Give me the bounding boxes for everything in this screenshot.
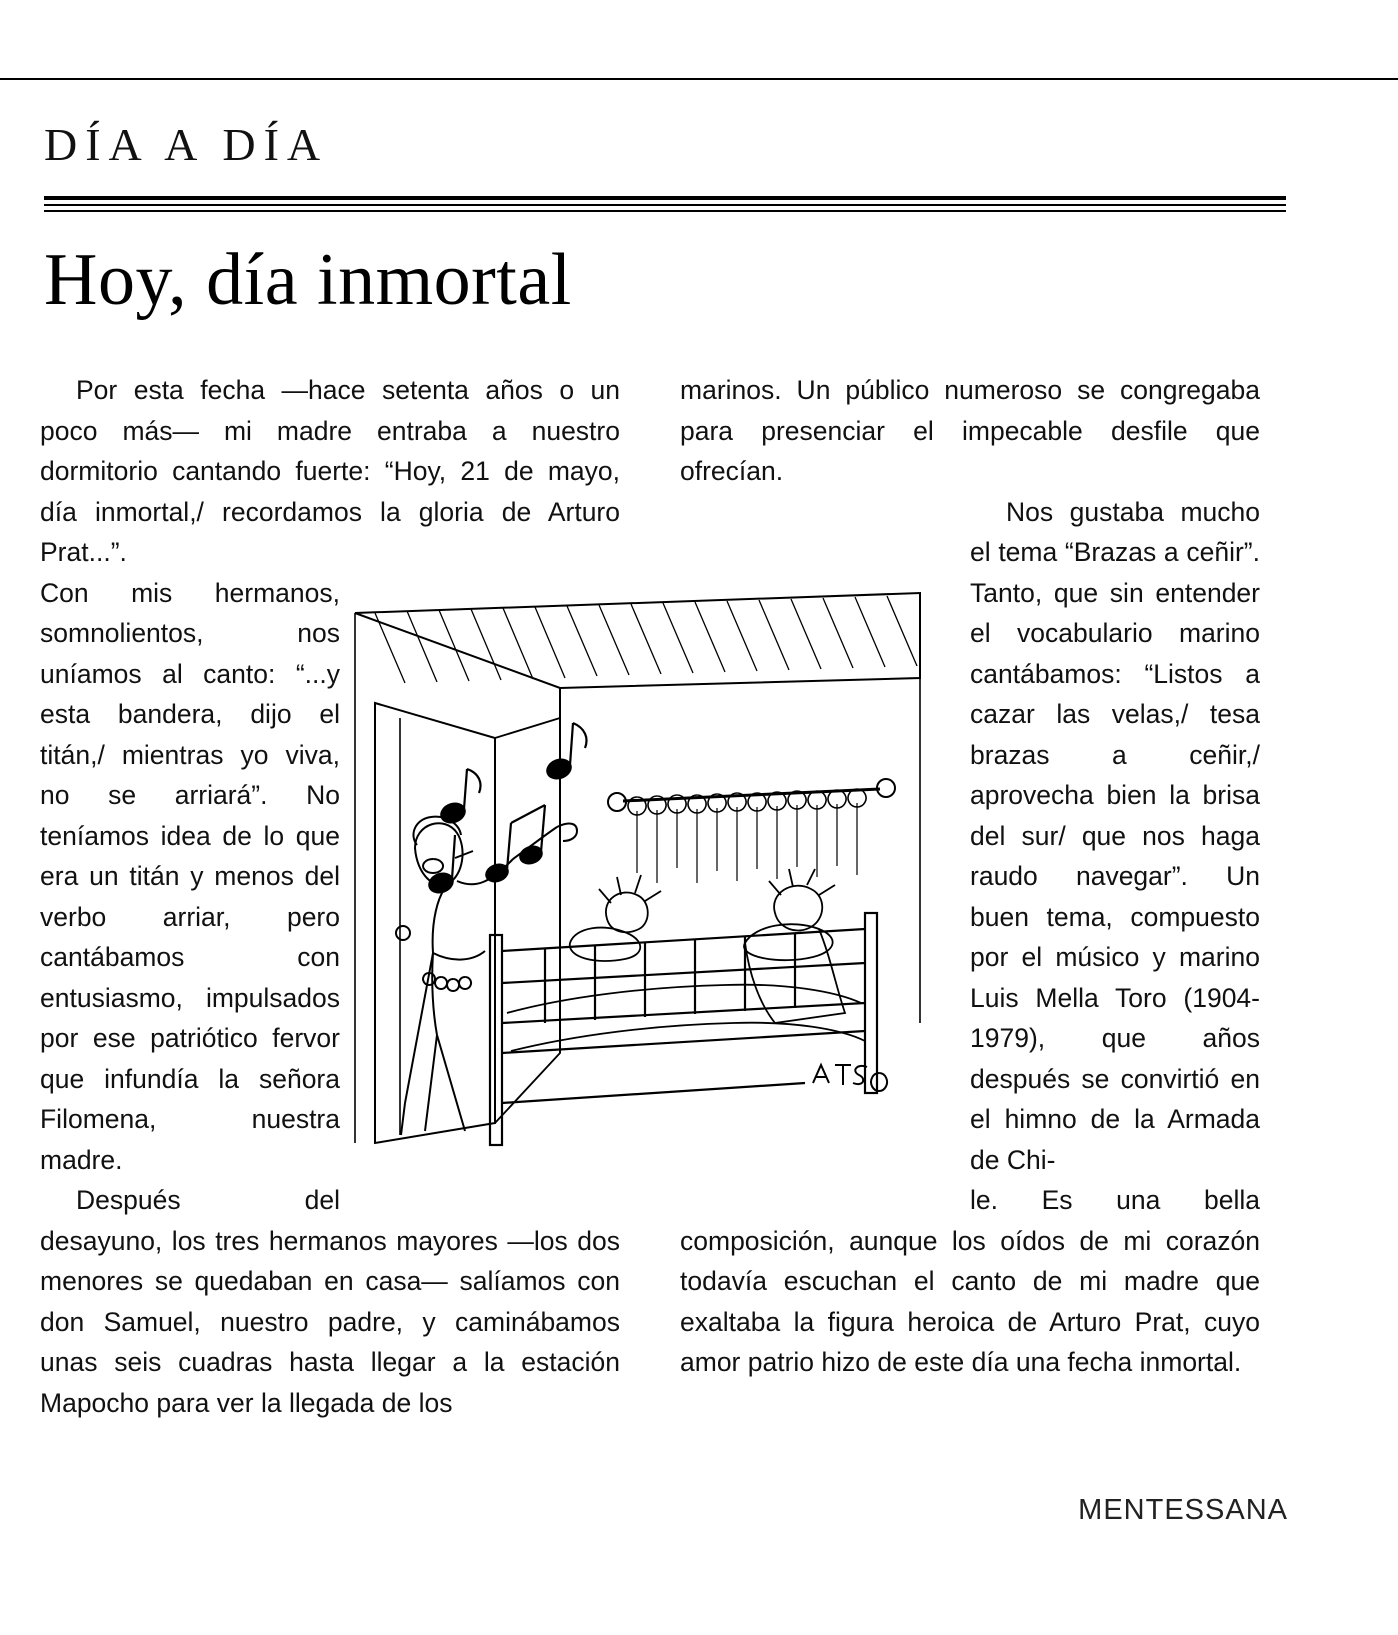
bedroom-cartoon-illustration xyxy=(345,583,935,1163)
section-kicker: DÍA A DÍA xyxy=(44,119,329,170)
author-signature: MENTESSANA xyxy=(1078,1494,1288,1526)
rule-thin xyxy=(44,210,1286,212)
paragraph: Con mis hermanos, somnolientos, nos uníamos al canto: “...y esta bandera, dijo el titán,/ mientras yo viva, no se arriará”. No teníamos idea de lo que era un titán y menos del verbo arriar, pero cantábamos con entusiasmo, impulsados por ese patriótico fervor que infundía la señora Filomena, nuestra madre. xyxy=(40,577,340,1175)
paragraph: le. Es una bella composición, aunque los oídos de mi corazón todavía escuchan el canto de mi madre que exaltaba la figura heroica de Arturo Prat, cuyo amor patrio hizo de este día una fecha inmortal. xyxy=(680,1185,1260,1377)
page-title: Hoy, día inmortal xyxy=(44,239,572,321)
paragraph: Por esta fecha —hace setenta años o un poco más— mi madre entraba a nuestro dormitorio cantando fuerte: “Hoy, 21 de mayo, día inmortal,/ recordamos la gloria de Arturo Prat...”. xyxy=(40,375,620,567)
kicker-rule-group xyxy=(44,196,1286,212)
paragraph: Después del desayuno, los tres hermanos mayores —los dos menores se quedaban en casa— salíamos con don Samuel, nuestro padre, y caminábamos unas seis cuadras hasta llegar a la estación Mapocho para ver la llegada de los xyxy=(40,1185,620,1418)
paragraph: marinos. Un público numeroso se congregaba para presenciar el impecable desfile que ofrecían. xyxy=(680,375,1260,486)
paragraph: Nos gustaba mucho el tema “Brazas a ceñir”. Tanto, que sin entender el vocabulario marino cantábamos: “Listos a cazar las velas,/ tesa brazas a ceñir,/ aprovecha bien la brisa del sur/ que nos haga raudo navegar”. Un buen tema, compuesto por el músico y marino Luis Mella Toro (1904-1979), que años después se convirtió en el himno de la Armada de Chi- xyxy=(970,496,1260,1175)
top-border-rule xyxy=(0,78,1398,80)
